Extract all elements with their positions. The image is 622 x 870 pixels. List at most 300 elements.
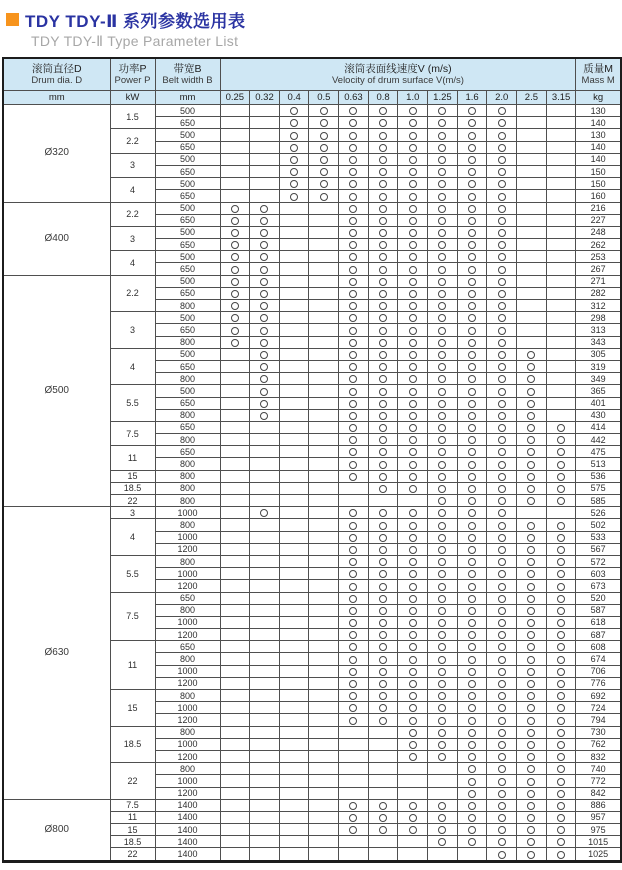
drum-diameter-cell: Ø320	[3, 105, 110, 203]
belt-width-cell: 800	[155, 726, 220, 738]
velocity-mark-cell	[546, 165, 576, 177]
availability-circle-icon	[468, 302, 476, 310]
velocity-mark-cell	[339, 190, 369, 202]
mass-cell: 253	[576, 251, 621, 263]
velocity-mark-cell	[368, 848, 398, 861]
availability-circle-icon	[349, 229, 357, 237]
availability-circle-icon	[468, 643, 476, 651]
velocity-mark-cell	[250, 105, 280, 117]
availability-circle-icon	[379, 534, 387, 542]
velocity-mark-cell	[250, 848, 280, 861]
availability-circle-icon	[468, 838, 476, 846]
velocity-mark-cell	[487, 811, 517, 823]
availability-circle-icon	[438, 826, 446, 834]
availability-circle-icon	[527, 765, 535, 773]
velocity-mark-cell	[250, 275, 280, 287]
velocity-mark-cell	[517, 409, 547, 421]
velocity-mark-cell	[279, 105, 309, 117]
velocity-mark-cell	[339, 239, 369, 251]
velocity-mark-cell	[398, 604, 428, 616]
velocity-mark-cell	[368, 641, 398, 653]
velocity-mark-cell	[309, 519, 339, 531]
velocity-mark-cell	[279, 641, 309, 653]
col-header-velocity	[220, 58, 576, 91]
belt-width-cell: 800	[155, 300, 220, 312]
availability-circle-icon	[527, 814, 535, 822]
belt-width-cell: 650	[155, 641, 220, 653]
velocity-mark-cell	[309, 251, 339, 263]
belt-width-cell: 650	[155, 446, 220, 458]
velocity-mark-cell	[546, 348, 576, 360]
velocity-mark-cell	[517, 519, 547, 531]
availability-circle-icon	[349, 583, 357, 591]
availability-circle-icon	[498, 302, 506, 310]
belt-width-cell: 1000	[155, 738, 220, 750]
velocity-mark-cell	[457, 141, 487, 153]
velocity-mark-cell	[339, 763, 369, 775]
velocity-mark-cell	[309, 604, 339, 616]
availability-circle-icon	[527, 436, 535, 444]
availability-circle-icon	[379, 412, 387, 420]
availability-circle-icon	[468, 631, 476, 639]
mass-cell: 567	[576, 543, 621, 555]
velocity-mark-cell	[487, 787, 517, 799]
belt-width-cell: 1200	[155, 629, 220, 641]
availability-circle-icon	[260, 205, 268, 213]
velocity-mark-cell	[250, 750, 280, 762]
availability-circle-icon	[498, 692, 506, 700]
velocity-mark-cell	[517, 239, 547, 251]
availability-circle-icon	[409, 278, 417, 286]
availability-circle-icon	[290, 107, 298, 115]
velocity-mark-cell	[368, 750, 398, 762]
velocity-mark-cell	[457, 324, 487, 336]
availability-circle-icon	[557, 583, 565, 591]
velocity-mark-cell	[428, 677, 458, 689]
availability-circle-icon	[468, 144, 476, 152]
velocity-mark-cell	[457, 446, 487, 458]
velocity-mark-cell	[487, 665, 517, 677]
velocity-mark-cell	[220, 409, 250, 421]
velocity-mark-cell	[398, 129, 428, 141]
velocity-mark-cell	[279, 385, 309, 397]
availability-circle-icon	[409, 741, 417, 749]
mass-cell: 1015	[576, 836, 621, 848]
mass-cell: 730	[576, 726, 621, 738]
availability-circle-icon	[409, 826, 417, 834]
velocity-mark-cell	[546, 226, 576, 238]
availability-circle-icon	[498, 327, 506, 335]
power-cell: 4	[110, 251, 155, 275]
velocity-mark-cell	[457, 665, 487, 677]
mass-cell: 526	[576, 507, 621, 519]
velocity-mark-cell	[279, 714, 309, 726]
availability-circle-icon	[438, 156, 446, 164]
velocity-mark-cell	[428, 409, 458, 421]
velocity-mark-cell	[309, 421, 339, 433]
drum-diameter-cell: Ø400	[3, 202, 110, 275]
availability-circle-icon	[498, 838, 506, 846]
availability-circle-icon	[260, 241, 268, 249]
velocity-tick: 0.5	[309, 91, 339, 105]
velocity-mark-cell	[487, 519, 517, 531]
availability-circle-icon	[468, 290, 476, 298]
availability-circle-icon	[260, 253, 268, 261]
velocity-mark-cell	[368, 495, 398, 507]
availability-circle-icon	[557, 607, 565, 615]
availability-circle-icon	[379, 558, 387, 566]
belt-width-cell: 1200	[155, 787, 220, 799]
availability-circle-icon	[557, 643, 565, 651]
velocity-mark-cell	[220, 226, 250, 238]
availability-circle-icon	[468, 448, 476, 456]
velocity-mark-cell	[487, 190, 517, 202]
belt-width-cell: 1000	[155, 665, 220, 677]
availability-circle-icon	[468, 778, 476, 786]
availability-circle-icon	[349, 570, 357, 578]
velocity-mark-cell	[279, 165, 309, 177]
velocity-mark-cell	[339, 409, 369, 421]
belt-width-cell: 650	[155, 141, 220, 153]
mass-cell: 313	[576, 324, 621, 336]
availability-circle-icon	[260, 229, 268, 237]
availability-circle-icon	[349, 217, 357, 225]
velocity-mark-cell	[368, 336, 398, 348]
velocity-mark-cell	[250, 446, 280, 458]
mass-cell: 227	[576, 214, 621, 226]
availability-circle-icon	[557, 729, 565, 737]
availability-circle-icon	[468, 217, 476, 225]
velocity-mark-cell	[339, 470, 369, 482]
availability-circle-icon	[498, 314, 506, 322]
velocity-mark-cell	[457, 799, 487, 811]
velocity-mark-cell	[428, 348, 458, 360]
velocity-mark-cell	[309, 738, 339, 750]
velocity-mark-cell	[250, 799, 280, 811]
velocity-mark-cell	[279, 324, 309, 336]
availability-circle-icon	[468, 558, 476, 566]
availability-circle-icon	[498, 607, 506, 615]
velocity-mark-cell	[517, 470, 547, 482]
mass-cell: 842	[576, 787, 621, 799]
velocity-mark-cell	[279, 750, 309, 762]
velocity-mark-cell	[279, 629, 309, 641]
velocity-mark-cell	[279, 226, 309, 238]
velocity-tick: 1.25	[428, 91, 458, 105]
availability-circle-icon	[498, 643, 506, 651]
availability-circle-icon	[409, 412, 417, 420]
velocity-mark-cell	[309, 275, 339, 287]
velocity-mark-cell	[546, 519, 576, 531]
col-header-power-en: Power P	[114, 74, 151, 86]
mass-cell: 585	[576, 495, 621, 507]
availability-circle-icon	[527, 546, 535, 554]
availability-circle-icon	[468, 704, 476, 712]
belt-width-cell: 1000	[155, 702, 220, 714]
velocity-mark-cell	[220, 397, 250, 409]
velocity-mark-cell	[279, 836, 309, 848]
velocity-mark-cell	[339, 336, 369, 348]
mass-cell: 282	[576, 287, 621, 299]
availability-circle-icon	[468, 583, 476, 591]
availability-circle-icon	[468, 473, 476, 481]
velocity-mark-cell	[487, 178, 517, 190]
velocity-mark-cell	[220, 531, 250, 543]
velocity-mark-cell	[398, 190, 428, 202]
availability-circle-icon	[438, 583, 446, 591]
availability-circle-icon	[468, 753, 476, 761]
velocity-mark-cell	[250, 653, 280, 665]
velocity-mark-cell	[398, 348, 428, 360]
availability-circle-icon	[527, 643, 535, 651]
table-row	[3, 202, 621, 214]
velocity-mark-cell	[309, 629, 339, 641]
availability-circle-icon	[409, 583, 417, 591]
availability-circle-icon	[498, 668, 506, 676]
availability-circle-icon	[409, 814, 417, 822]
availability-circle-icon	[409, 631, 417, 639]
availability-circle-icon	[438, 509, 446, 517]
velocity-mark-cell	[309, 324, 339, 336]
velocity-mark-cell	[517, 458, 547, 470]
drum-diameter-cell: Ø500	[3, 275, 110, 507]
velocity-mark-cell	[339, 531, 369, 543]
belt-width-cell: 1400	[155, 848, 220, 861]
belt-width-cell: 800	[155, 458, 220, 470]
availability-circle-icon	[438, 522, 446, 530]
velocity-mark-cell	[309, 348, 339, 360]
mass-cell: 513	[576, 458, 621, 470]
velocity-mark-cell	[487, 592, 517, 604]
velocity-mark-cell	[339, 799, 369, 811]
velocity-mark-cell	[428, 787, 458, 799]
velocity-mark-cell	[546, 482, 576, 494]
power-cell: 2.2	[110, 275, 155, 312]
availability-circle-icon	[498, 217, 506, 225]
velocity-mark-cell	[339, 348, 369, 360]
availability-circle-icon	[379, 826, 387, 834]
velocity-mark-cell	[398, 495, 428, 507]
velocity-mark-cell	[428, 300, 458, 312]
velocity-mark-cell	[309, 592, 339, 604]
availability-circle-icon	[231, 339, 239, 347]
velocity-mark-cell	[487, 543, 517, 555]
availability-circle-icon	[438, 607, 446, 615]
velocity-mark-cell	[398, 763, 428, 775]
col-header-drum-zh: 滚筒直径D	[31, 62, 82, 75]
availability-circle-icon	[290, 180, 298, 188]
availability-circle-icon	[498, 193, 506, 201]
velocity-mark-cell	[398, 738, 428, 750]
availability-circle-icon	[320, 119, 328, 127]
availability-circle-icon	[438, 838, 446, 846]
belt-width-cell: 650	[155, 190, 220, 202]
availability-circle-icon	[379, 704, 387, 712]
velocity-mark-cell	[428, 263, 458, 275]
velocity-mark-cell	[517, 275, 547, 287]
velocity-mark-cell	[339, 300, 369, 312]
power-cell: 5.5	[110, 385, 155, 422]
belt-width-cell: 800	[155, 555, 220, 567]
velocity-mark-cell	[517, 190, 547, 202]
velocity-mark-cell	[220, 811, 250, 823]
mass-cell: 762	[576, 738, 621, 750]
availability-circle-icon	[349, 522, 357, 530]
velocity-mark-cell	[546, 324, 576, 336]
availability-circle-icon	[557, 790, 565, 798]
availability-circle-icon	[498, 631, 506, 639]
velocity-mark-cell	[368, 214, 398, 226]
availability-circle-icon	[498, 802, 506, 810]
mass-cell: 533	[576, 531, 621, 543]
velocity-mark-cell	[398, 677, 428, 689]
availability-circle-icon	[438, 558, 446, 566]
velocity-mark-cell	[457, 458, 487, 470]
availability-circle-icon	[498, 704, 506, 712]
velocity-mark-cell	[398, 482, 428, 494]
velocity-mark-cell	[339, 555, 369, 567]
velocity-mark-cell	[279, 726, 309, 738]
col-header-belt-en: Belt width B	[162, 74, 213, 86]
velocity-mark-cell	[546, 385, 576, 397]
availability-circle-icon	[349, 656, 357, 664]
availability-circle-icon	[409, 473, 417, 481]
availability-circle-icon	[349, 424, 357, 432]
mass-cell: 1025	[576, 848, 621, 861]
availability-circle-icon	[438, 534, 446, 542]
availability-circle-icon	[527, 778, 535, 786]
availability-circle-icon	[438, 656, 446, 664]
availability-circle-icon	[260, 509, 268, 517]
velocity-mark-cell	[250, 360, 280, 372]
velocity-mark-cell	[368, 397, 398, 409]
availability-circle-icon	[468, 619, 476, 627]
availability-circle-icon	[349, 314, 357, 322]
col-header-velocity-zh: 滚筒表面线速度V (m/s)	[344, 62, 452, 75]
belt-width-cell: 650	[155, 421, 220, 433]
velocity-mark-cell	[487, 275, 517, 287]
velocity-mark-cell	[250, 226, 280, 238]
velocity-mark-cell	[368, 836, 398, 848]
col-header-drum	[3, 58, 110, 91]
velocity-mark-cell	[339, 726, 369, 738]
availability-circle-icon	[379, 692, 387, 700]
availability-circle-icon	[379, 595, 387, 603]
availability-circle-icon	[320, 180, 328, 188]
power-cell: 4	[110, 178, 155, 202]
availability-circle-icon	[557, 631, 565, 639]
velocity-mark-cell	[457, 373, 487, 385]
velocity-mark-cell	[517, 421, 547, 433]
velocity-mark-cell	[339, 787, 369, 799]
velocity-mark-cell	[250, 677, 280, 689]
velocity-mark-cell	[309, 616, 339, 628]
velocity-mark-cell	[457, 775, 487, 787]
velocity-mark-cell	[457, 714, 487, 726]
velocity-mark-cell	[428, 592, 458, 604]
availability-circle-icon	[468, 400, 476, 408]
velocity-mark-cell	[428, 178, 458, 190]
availability-circle-icon	[379, 680, 387, 688]
velocity-mark-cell	[546, 458, 576, 470]
velocity-mark-cell	[220, 385, 250, 397]
velocity-mark-cell	[546, 555, 576, 567]
drum-unit: mm	[3, 91, 110, 105]
availability-circle-icon	[527, 375, 535, 383]
velocity-mark-cell	[457, 507, 487, 519]
velocity-mark-cell	[517, 105, 547, 117]
availability-circle-icon	[231, 266, 239, 274]
availability-circle-icon	[498, 400, 506, 408]
availability-circle-icon	[498, 473, 506, 481]
velocity-mark-cell	[339, 275, 369, 287]
velocity-mark-cell	[428, 153, 458, 165]
availability-circle-icon	[409, 522, 417, 530]
availability-circle-icon	[468, 132, 476, 140]
velocity-mark-cell	[220, 690, 250, 702]
availability-circle-icon	[349, 704, 357, 712]
velocity-mark-cell	[457, 202, 487, 214]
velocity-mark-cell	[250, 568, 280, 580]
velocity-mark-cell	[279, 482, 309, 494]
availability-circle-icon	[379, 473, 387, 481]
availability-circle-icon	[349, 461, 357, 469]
velocity-mark-cell	[546, 446, 576, 458]
velocity-mark-cell	[546, 263, 576, 275]
availability-circle-icon	[468, 692, 476, 700]
availability-circle-icon	[498, 497, 506, 505]
availability-circle-icon	[468, 607, 476, 615]
velocity-mark-cell	[279, 153, 309, 165]
availability-circle-icon	[498, 729, 506, 737]
power-cell: 22	[110, 848, 155, 861]
availability-circle-icon	[290, 193, 298, 201]
velocity-mark-cell	[457, 421, 487, 433]
availability-circle-icon	[290, 132, 298, 140]
velocity-mark-cell	[546, 141, 576, 153]
velocity-mark-cell	[517, 348, 547, 360]
availability-circle-icon	[498, 436, 506, 444]
power-cell: 11	[110, 811, 155, 823]
belt-width-cell: 800	[155, 763, 220, 775]
velocity-mark-cell	[398, 799, 428, 811]
velocity-mark-cell	[487, 629, 517, 641]
velocity-mark-cell	[428, 824, 458, 836]
availability-circle-icon	[379, 583, 387, 591]
velocity-mark-cell	[428, 811, 458, 823]
availability-circle-icon	[498, 424, 506, 432]
velocity-mark-cell	[279, 287, 309, 299]
velocity-mark-cell	[487, 300, 517, 312]
velocity-mark-cell	[517, 824, 547, 836]
availability-circle-icon	[438, 193, 446, 201]
belt-width-cell: 650	[155, 592, 220, 604]
belt-width-cell: 500	[155, 385, 220, 397]
velocity-mark-cell	[279, 141, 309, 153]
availability-circle-icon	[498, 388, 506, 396]
velocity-mark-cell	[428, 482, 458, 494]
availability-circle-icon	[527, 680, 535, 688]
velocity-mark-cell	[457, 726, 487, 738]
velocity-mark-cell	[398, 312, 428, 324]
availability-circle-icon	[349, 534, 357, 542]
velocity-mark-cell	[398, 239, 428, 251]
velocity-mark-cell	[220, 434, 250, 446]
velocity-mark-cell	[398, 336, 428, 348]
velocity-mark-cell	[428, 105, 458, 117]
availability-circle-icon	[468, 327, 476, 335]
availability-circle-icon	[438, 668, 446, 676]
